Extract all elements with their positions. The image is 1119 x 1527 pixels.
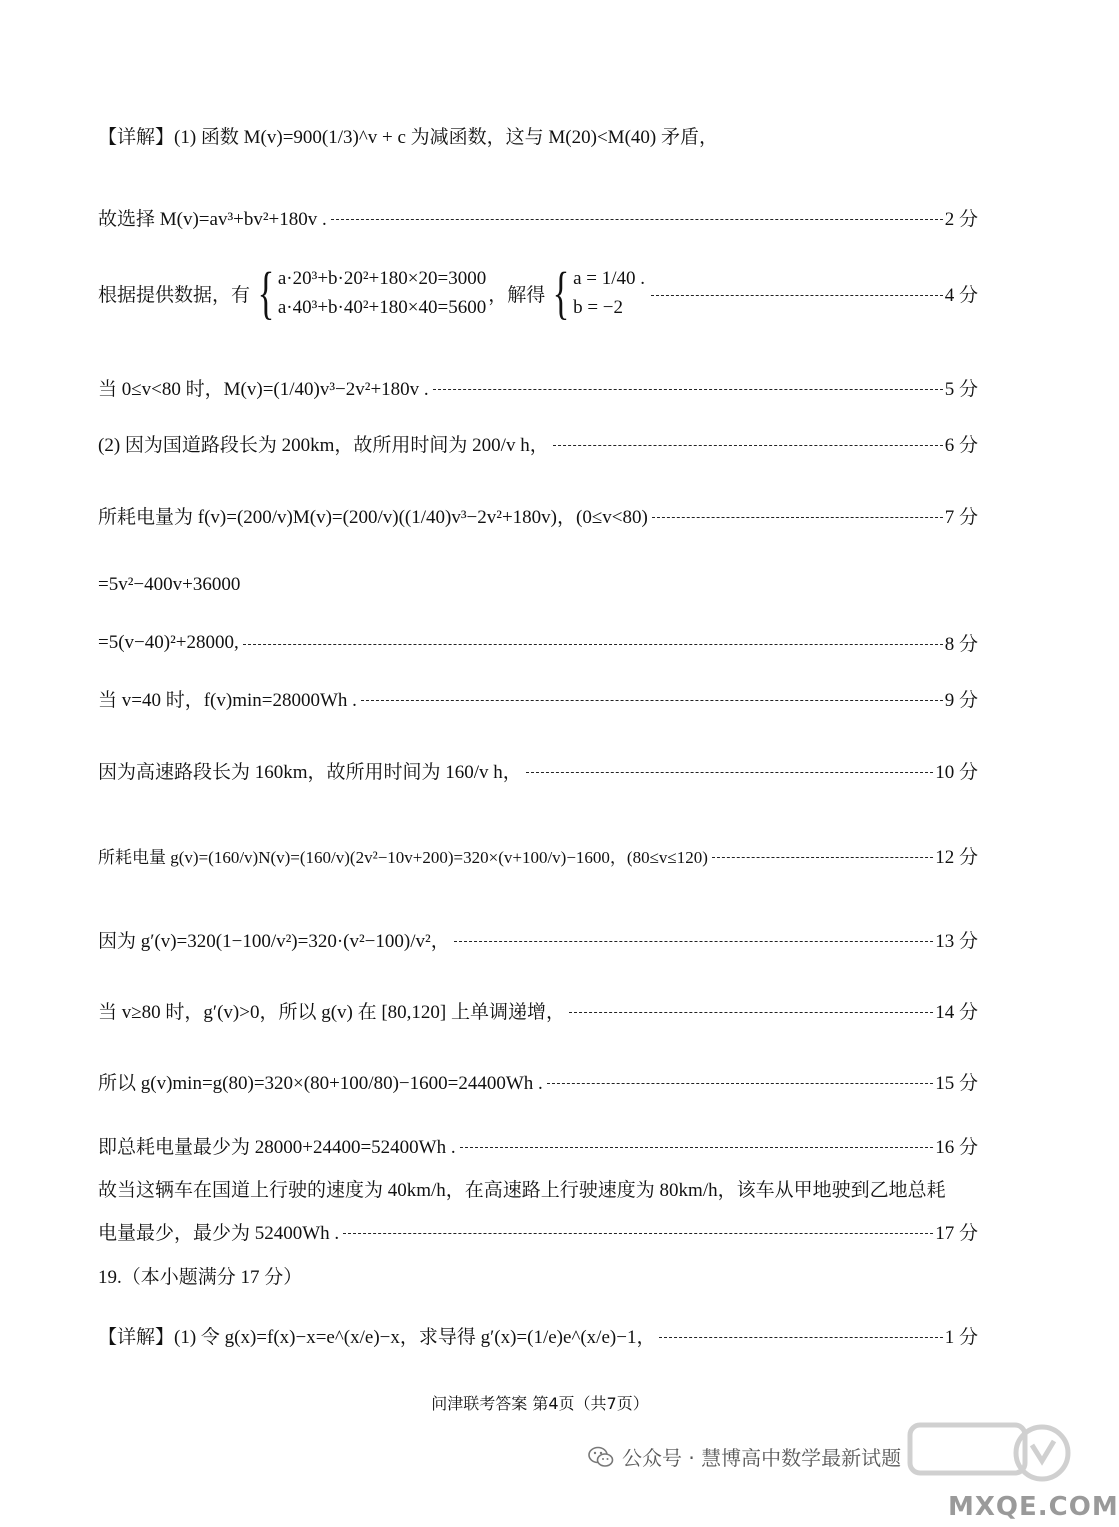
text-fragment: ，解得	[488, 284, 546, 306]
line-content: (2) 因为国道路段长为 200km，故所用时间为 200/v h，	[98, 435, 549, 456]
score-label: 9 分	[944, 690, 978, 711]
line-content: 所耗电量 g(v)=(160/v)N(v)=(160/v)(2v²−10v+200)=320×(v+100/v)−1600，(80≤v≤120)	[98, 848, 708, 867]
equation-rows	[278, 264, 486, 323]
line-content: 【详解】(1) 令 g(x)=f(x)−x=e^(x/e)−x，求导得 g′(x)=(1/e)e^(x/e)−1，	[98, 1327, 656, 1348]
solution-line-1	[98, 122, 978, 149]
line-content: 所以 g(v)min=g(80)=320×(80+100/80)−1600=24400Wh .	[98, 1073, 543, 1094]
solution-line-7	[98, 574, 978, 596]
dashed-leader	[651, 295, 943, 296]
solution-line-5	[98, 430, 978, 457]
equation-row: a·40³+b·40²+180×40=5600	[277, 297, 487, 319]
solution-line-4	[98, 374, 978, 401]
score-label: 14 分	[935, 1002, 978, 1023]
score-label: 8 分	[944, 634, 978, 655]
solution-line-12	[98, 926, 978, 953]
line-content: =5(v−40)²+28000,	[98, 631, 239, 653]
page-footer: 问津联考答案 第4页（共7页）	[431, 1394, 649, 1413]
solution-line-8	[98, 629, 978, 656]
dashed-leader	[433, 389, 943, 390]
solution-line-3	[98, 260, 978, 326]
solution-line-15	[98, 1132, 978, 1159]
score-label: 5 分	[944, 379, 978, 400]
score-label: 7 分	[944, 507, 978, 528]
equation-row: a·20³+b·20²+180×20=3000	[277, 268, 487, 289]
line-content: 因为高速路段长为 160km，故所用时间为 160/v h，	[98, 762, 522, 783]
score-label: 10 分	[935, 762, 978, 783]
line-content: 即总耗电量最少为 28000+24400=52400Wh .	[98, 1137, 456, 1158]
solution-line-9	[98, 685, 978, 712]
line-content: 故当这辆车在国道上行驶的速度为 40km/h，在高速路上行驶速度为 80km/h，该车从甲地驶到乙地总耗	[98, 1180, 946, 1201]
solution-line-10	[98, 757, 978, 784]
watermark-text: 公众号 · 慧博高中数学最新试题	[622, 1446, 902, 1470]
left-brace: {	[257, 260, 275, 326]
line-content	[98, 260, 647, 326]
solution-system	[547, 260, 645, 326]
text-fragment: 根据提供数据，有	[98, 284, 251, 306]
score-label: 12 分	[935, 847, 978, 868]
solution-line-17	[98, 1218, 978, 1245]
solution-row: b = −2	[573, 297, 623, 319]
line-content: 19.（本小题满分 17 分）	[98, 1267, 303, 1288]
equation-system	[252, 260, 487, 326]
solution-line-11	[98, 842, 978, 869]
solution-line-2	[98, 204, 978, 231]
solution-line-16	[98, 1175, 978, 1202]
wechat-icon	[588, 1445, 614, 1469]
solution-rows	[573, 264, 645, 323]
dashed-leader	[547, 1083, 933, 1084]
line-content: 当 v=40 时，f(v)min=28000Wh .	[98, 690, 357, 711]
line-content: =5v²−400v+36000	[98, 574, 241, 595]
solution-line-13	[98, 997, 978, 1024]
score-label: 16 分	[935, 1137, 978, 1158]
line-content: 故选择 M(v)=av³+bv²+180v .	[98, 209, 327, 230]
dashed-leader	[243, 644, 943, 645]
line-content: 所耗电量为 f(v)=(200/v)M(v)=(200/v)((1/40)v³−2v²+180v)，(0≤v<80)	[98, 507, 648, 528]
solution-row: a = 1/40 .	[573, 268, 645, 289]
watermark	[588, 1442, 901, 1471]
dashed-leader	[553, 445, 943, 446]
dashed-leader	[331, 219, 943, 220]
dashed-leader	[659, 1337, 942, 1338]
score-label: 1 分	[944, 1327, 978, 1348]
dashed-leader	[460, 1147, 934, 1148]
line-content: 当 v≥80 时，g′(v)>0，所以 g(v) 在 [80,120] 上单调递增，	[98, 1002, 566, 1023]
problem-19-header	[98, 1262, 978, 1289]
line-content: 因为 g′(v)=320(1−100/v²)=320·(v²−100)/v²，	[98, 931, 450, 952]
dashed-leader	[343, 1233, 933, 1234]
solution-line-6	[98, 502, 978, 529]
left-brace: {	[552, 260, 570, 326]
score-label: 17 分	[935, 1223, 978, 1244]
dashed-leader	[454, 941, 934, 942]
score-label: 2 分	[944, 209, 978, 230]
dashed-leader	[712, 857, 933, 858]
dashed-leader	[569, 1012, 933, 1013]
solution-line-19	[98, 1322, 978, 1349]
score-label: 15 分	[935, 1073, 978, 1094]
line-content: 【详解】(1) 函数 M(v)=900(1/3)^v + c 为减函数，这与 M(20)<M(40) 矛盾，	[98, 127, 718, 148]
solution-line-14	[98, 1068, 978, 1095]
line-content: 电量最少，最少为 52400Wh .	[98, 1223, 340, 1244]
dashed-leader	[361, 700, 943, 701]
site-mark: MXQE.COM	[948, 1492, 1119, 1522]
score-label: 13 分	[935, 931, 978, 952]
dashed-leader	[652, 517, 943, 518]
line-content: 当 0≤v<80 时，M(v)=(1/40)v³−2v²+180v .	[98, 379, 429, 400]
score-label: 4 分	[944, 284, 978, 306]
dashed-leader	[526, 772, 933, 773]
score-label: 6 分	[944, 435, 978, 456]
